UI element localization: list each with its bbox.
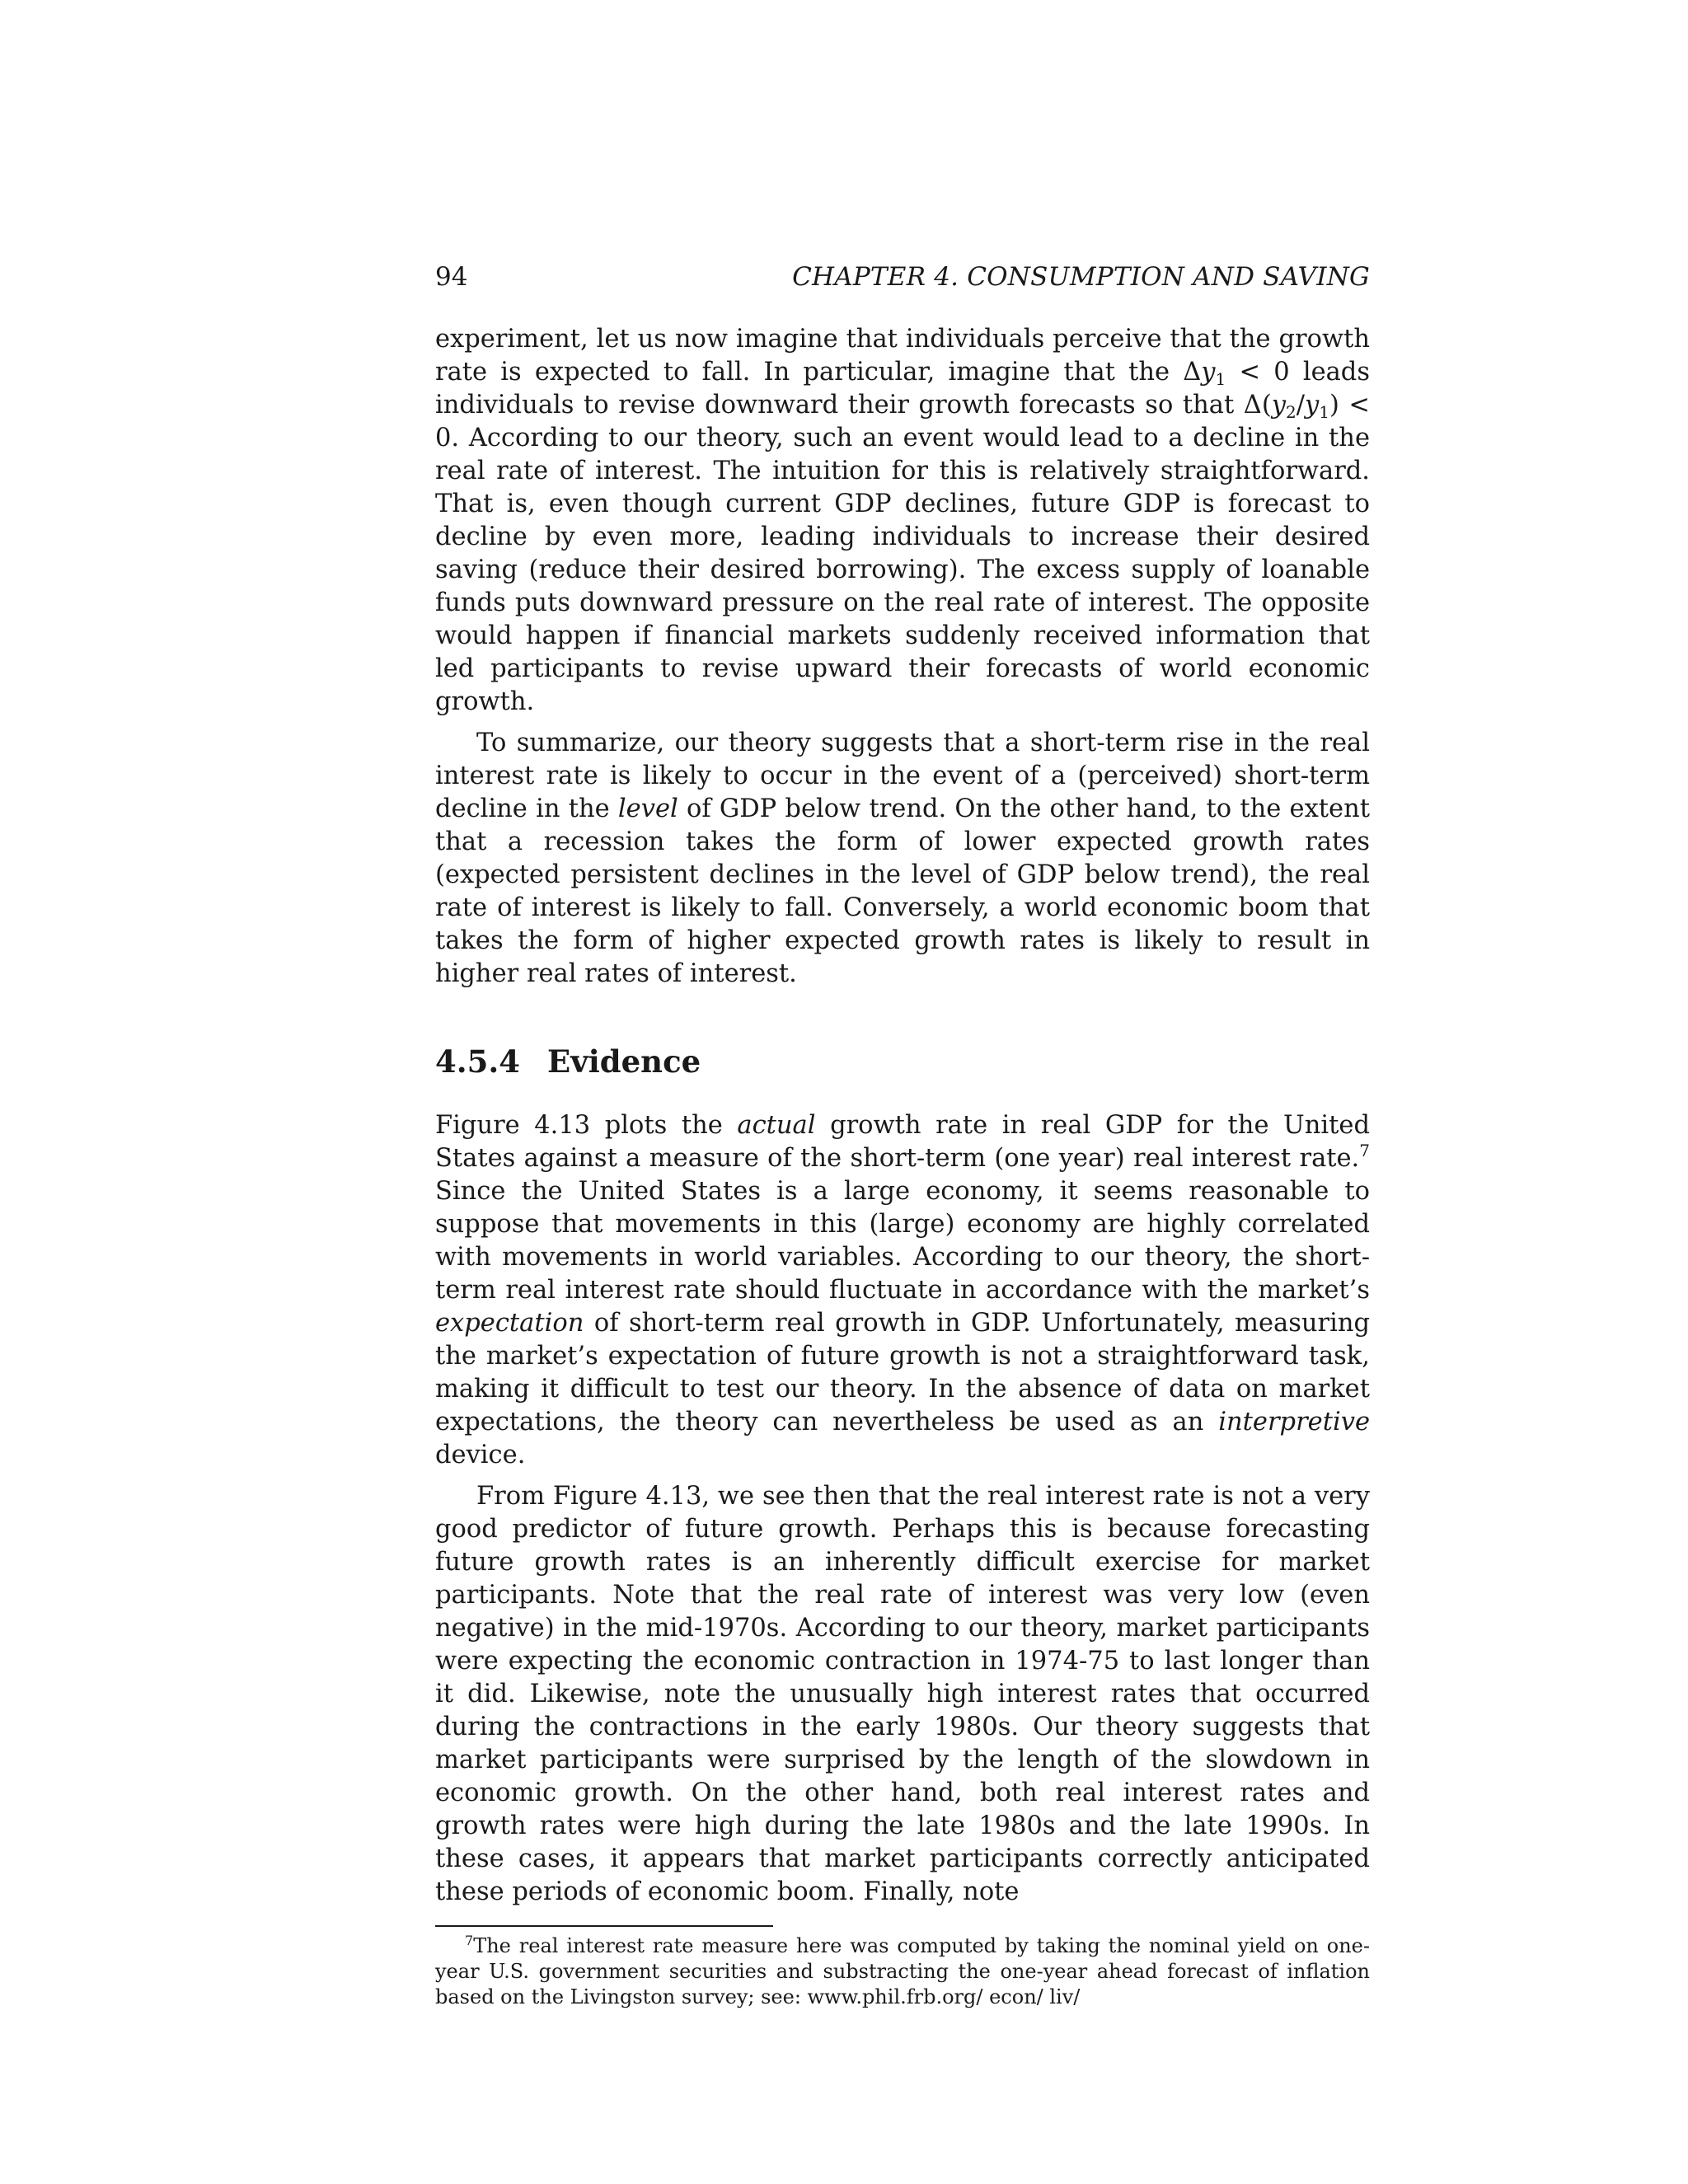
math-close-lt: ) < 0 (435, 391, 1370, 452)
math-y1b-subscript: 1 (1319, 402, 1329, 422)
math-y1-subscript: 1 (1215, 369, 1226, 389)
footnote-text: The real interest rate measure here was computed by taking the nominal yield on one-year U.S. government securities and substracting the one-year ahead forecast of inflation based on the Livingston survey; see: www.phil.frb.org/ econ/ liv/ (435, 1934, 1370, 2008)
math-y2-subscript: 2 (1285, 402, 1296, 422)
page (435, 262, 1370, 2010)
section-heading (435, 1043, 1370, 1080)
paragraph-4: From Figure 4.13, we see then that the real interest rate is not a very good predictor of future growth. Perhaps this is because forecasting future growth rates is an inherently difficult exercise for market participants. Note that the real rate of interest was very low (even negative) in the mid-1970s. According to our theory, market participants were expecting the economic contraction in 1974-75 to last longer than it did. Likewise, note the unusually high interest rates that occurred during the contractions in the early 1980s. Our theory suggests that market participants were surprised by the length of the slowdown in economic growth. On the other hand, both real interest rates and growth rates were high during the late 1980s and the late 1990s. In these cases, it appears that market participants correctly anticipated these periods of economic boom. Finally, note (435, 1482, 1370, 1906)
math-slash: / (1296, 391, 1305, 419)
paragraph-3-text-c: Since the United States is a large economy, it seems reasonable to suppose that movements in this (large) economy are highly correlated with movements in world variables. According to our theory, the short-term real interest rate should fluctuate in accordance with the market’s (435, 1177, 1370, 1305)
section-title: Evidence (547, 1043, 701, 1080)
page-number: 94 (435, 262, 468, 292)
paragraph-2 (435, 727, 1370, 991)
footnote-divider (435, 1925, 773, 1927)
running-head (435, 262, 1370, 298)
paragraph-1-text-a: experiment, let us now imagine that individuals perceive that the growth rate is expected to fall. In particular, imagine that the (435, 325, 1370, 387)
chapter-title: CHAPTER 4. CONSUMPTION AND SAVING (792, 262, 1370, 292)
emphasis-level: level (617, 794, 678, 823)
paragraph-3 (435, 1109, 1370, 1472)
paragraph-1 (435, 323, 1370, 719)
math-y1: y (1201, 358, 1216, 387)
math-y2: y (1271, 391, 1286, 419)
paragraph-1-text-b: . According to our theory, such an event would lead to a decline in the real rate of interest. The intuition for this is relatively straightforward. That is, even though current GDP declines, future GDP is forecast to decline by even more, leading individuals to increase their desired saving (reduce their desired borrowing). The excess supply of loanable funds puts downward pressure on the real rate of interest. The opposite would happen if financial markets suddenly received information that led participants to revise upward their forecasts of world economic growth. (435, 424, 1370, 716)
emphasis-interpretive: interpretive (1218, 1408, 1370, 1436)
footnote-reference[interactable]: 7 (1359, 1141, 1370, 1160)
emphasis-actual: actual (737, 1111, 816, 1140)
paragraph-2-text-b: of GDP below trend. On the other hand, to the extent that a recession takes the form of lower expected growth rates (expected persistent declines in the level of GDP below trend), the real rate of interest is likely to fall. Conversely, a world economic boom that takes the form of higher expected growth rates is likely to result in higher real rates of interest. (435, 794, 1371, 988)
emphasis-expectation: expectation (435, 1309, 584, 1338)
paragraph-3-text-d: of short-term real growth in GDP. Unfortunately, measuring the market’s expectation of future growth is not a straightforward task, making it difficult to test our theory. In the absence of data on market expectations, the theory can nevertheless be used as an (435, 1309, 1370, 1436)
paragraph-3-text-b: growth rate in real GDP for the United States against a measure of the short-term (one year) real interest rate. (435, 1111, 1370, 1173)
paragraph-3-text-e: device. (435, 1441, 526, 1469)
footnote-mark: 7 (465, 1933, 474, 1948)
paragraph-2-text-a: To summarize, our theory suggests that a short-term rise in the real interest rate is likely to occur in the event of a (perceived) short-term decline in the (435, 729, 1370, 823)
footnote (435, 1933, 1370, 2010)
math-y1b: y (1304, 391, 1320, 419)
paragraph-1-text-lt: < 0 leads individuals to revise downward their growth forecasts so that (435, 358, 1370, 419)
delta-open-paren: Δ( (1243, 391, 1272, 419)
section-number: 4.5.4 (435, 1043, 520, 1080)
delta-symbol: Δ (1183, 358, 1202, 387)
paragraph-3-text-a: Figure 4.13 plots the (435, 1111, 738, 1140)
